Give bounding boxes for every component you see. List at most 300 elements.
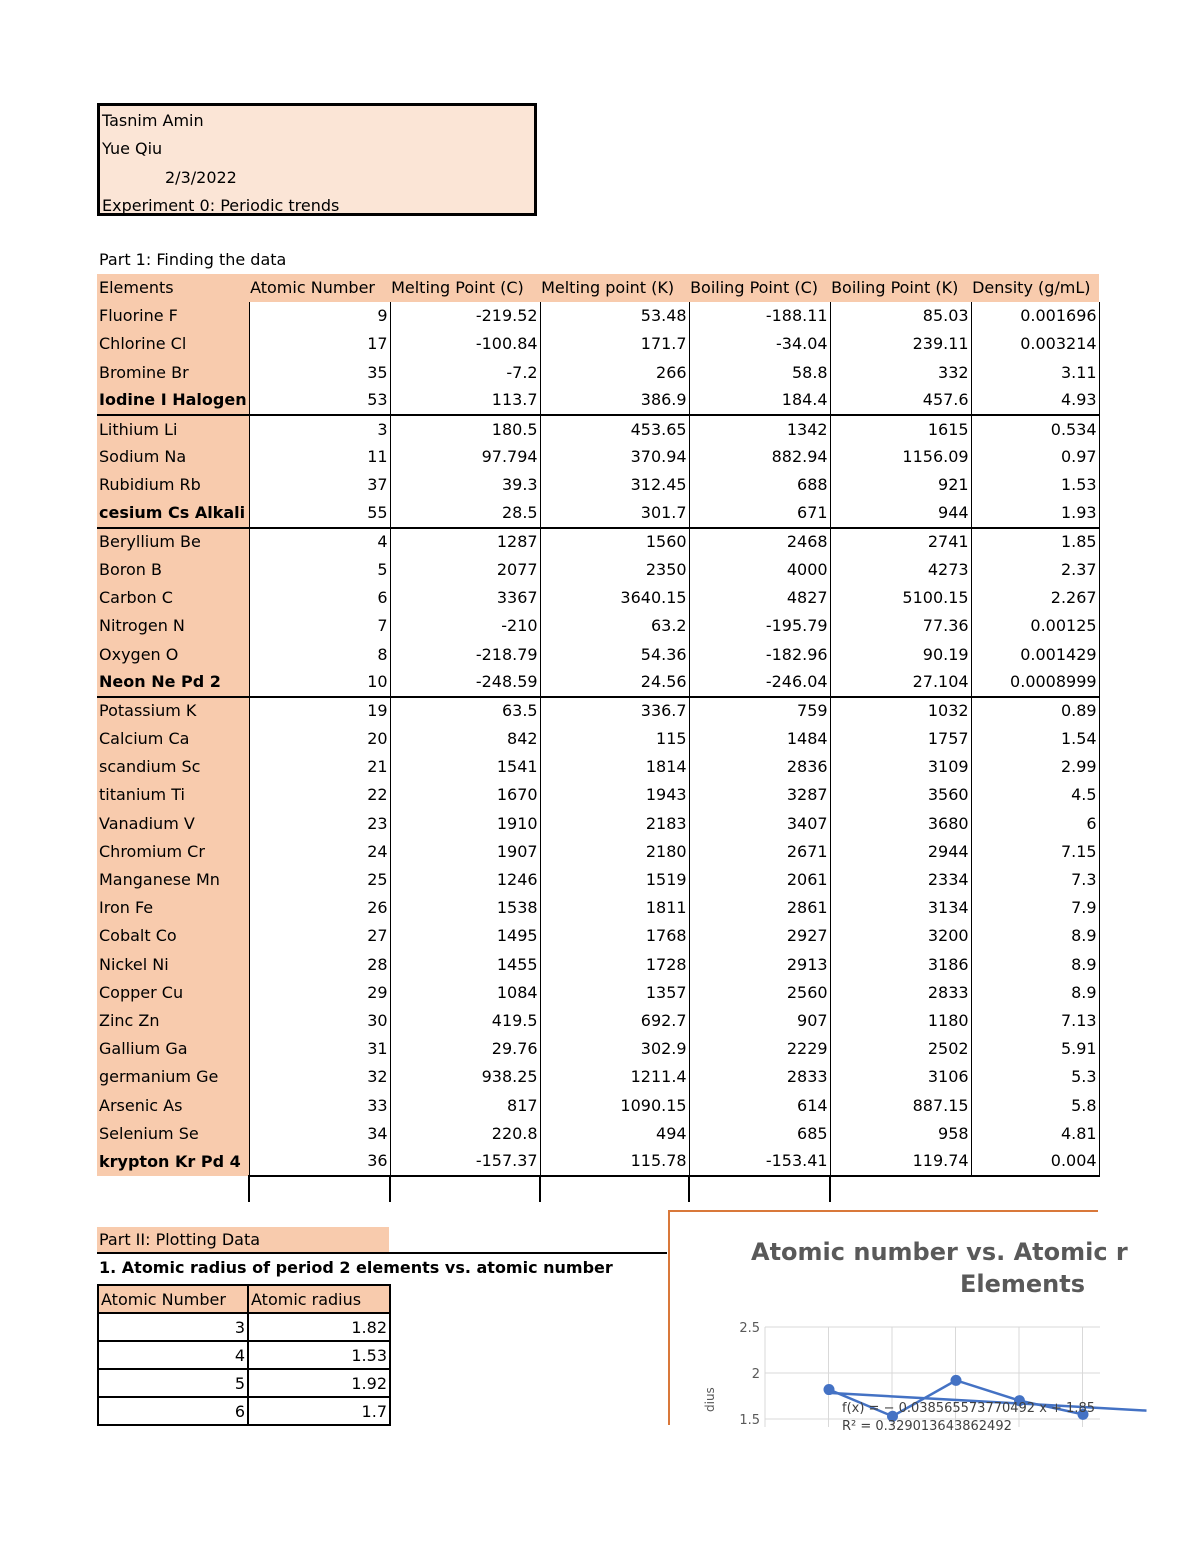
table-row	[97, 387, 1099, 415]
table-row	[97, 866, 1099, 894]
cell-bpk: 1180	[830, 1007, 971, 1035]
cell-bpc: 58.8	[689, 359, 830, 387]
element-name: Boron B	[97, 556, 249, 584]
cell-mpk: 1814	[540, 753, 689, 781]
radius-row	[98, 1341, 390, 1369]
cell-bpk: 921	[830, 471, 971, 499]
radius-cell-z: 3	[98, 1313, 248, 1341]
chart-area	[668, 1210, 1128, 1434]
cell-mpk: 1560	[540, 528, 689, 556]
element-name: Chromium Cr	[97, 838, 249, 866]
cell-mpc: 180.5	[390, 415, 540, 443]
table-row	[97, 838, 1099, 866]
table-row	[97, 1063, 1099, 1091]
spacer-row	[97, 1176, 1099, 1202]
cell-z: 29	[249, 979, 390, 1007]
cell-mpc: 1495	[390, 922, 540, 950]
cell-bpk: 1757	[830, 725, 971, 753]
cell-d: 0.00125	[971, 612, 1099, 640]
cell-mpk: 302.9	[540, 1035, 689, 1063]
cell-d: 5.8	[971, 1091, 1099, 1119]
cell-mpc: 63.5	[390, 697, 540, 725]
cell-mpc: -100.84	[390, 330, 540, 358]
column-header: Melting point (K)	[540, 274, 689, 302]
cell-mpc: 113.7	[390, 387, 540, 415]
cell-bpk: 27.104	[830, 669, 971, 697]
table-row	[97, 528, 1099, 556]
empty-cell	[830, 1176, 971, 1202]
cell-mpk: 2180	[540, 838, 689, 866]
cell-mpk: 494	[540, 1120, 689, 1148]
cell-mpc: 29.76	[390, 1035, 540, 1063]
cell-bpc: 2671	[689, 838, 830, 866]
radius-cell-r: 1.82	[248, 1313, 390, 1341]
cell-mpk: 2350	[540, 556, 689, 584]
cell-bpk: 85.03	[830, 302, 971, 330]
cell-mpk: 312.45	[540, 471, 689, 499]
table-row	[97, 1091, 1099, 1119]
cell-bpc: 1342	[689, 415, 830, 443]
cell-bpc: 2927	[689, 922, 830, 950]
cell-bpc: 759	[689, 697, 830, 725]
author-name-1: Tasnim Amin	[102, 111, 204, 130]
element-name: Vanadium V	[97, 810, 249, 838]
radius-table	[97, 1284, 391, 1426]
table-row	[97, 753, 1099, 781]
empty-cell	[249, 1176, 390, 1202]
cell-mpk: 301.7	[540, 500, 689, 528]
cell-bpk: 3200	[830, 922, 971, 950]
cell-d: 7.13	[971, 1007, 1099, 1035]
column-header: Boiling Point (C)	[689, 274, 830, 302]
element-name: Fluorine F	[97, 302, 249, 330]
element-name: Bromine Br	[97, 359, 249, 387]
cell-z: 19	[249, 697, 390, 725]
element-name: germanium Ge	[97, 1063, 249, 1091]
element-name: Beryllium Be	[97, 528, 249, 556]
cell-bpk: 4273	[830, 556, 971, 584]
cell-z: 28	[249, 951, 390, 979]
cell-d: 2.99	[971, 753, 1099, 781]
y-tick-label: 2.5	[739, 1321, 760, 1336]
element-name: Cobalt Co	[97, 922, 249, 950]
table-row	[97, 584, 1099, 612]
cell-bpc: -195.79	[689, 612, 830, 640]
cell-d: 1.85	[971, 528, 1099, 556]
cell-bpk: 2502	[830, 1035, 971, 1063]
cell-z: 20	[249, 725, 390, 753]
radius-row	[98, 1369, 390, 1397]
cell-mpc: 39.3	[390, 471, 540, 499]
cell-bpk: 3560	[830, 781, 971, 809]
element-name: Chlorine Cl	[97, 330, 249, 358]
radius-column-header: Atomic Number	[98, 1285, 248, 1313]
element-name: Sodium Na	[97, 443, 249, 471]
cell-mpk: 1357	[540, 979, 689, 1007]
cell-mpc: 3367	[390, 584, 540, 612]
table-row	[97, 415, 1099, 443]
cell-mpc: -218.79	[390, 640, 540, 668]
cell-mpk: 63.2	[540, 612, 689, 640]
cell-bpk: 2944	[830, 838, 971, 866]
cell-mpc: 419.5	[390, 1007, 540, 1035]
header-box	[97, 103, 537, 216]
date: 2/3/2022	[165, 168, 237, 187]
cell-mpc: -219.52	[390, 302, 540, 330]
cell-bpk: 958	[830, 1120, 971, 1148]
r-squared: R² = 0.329013643862492	[842, 1419, 1012, 1434]
cell-mpk: 171.7	[540, 330, 689, 358]
radius-column-header: Atomic radius	[248, 1285, 390, 1313]
table-row	[97, 1148, 1099, 1176]
cell-bpc: 614	[689, 1091, 830, 1119]
y-tick-label: 1.5	[739, 1413, 760, 1428]
cell-mpk: 1811	[540, 894, 689, 922]
element-name: Nitrogen N	[97, 612, 249, 640]
cell-d: 4.93	[971, 387, 1099, 415]
cell-bpk: 887.15	[830, 1091, 971, 1119]
cell-d: 6	[971, 810, 1099, 838]
table-row	[97, 612, 1099, 640]
radius-cell-z: 6	[98, 1397, 248, 1425]
table-row	[97, 922, 1099, 950]
table-row	[97, 781, 1099, 809]
cell-bpk: 119.74	[830, 1148, 971, 1176]
trend-equation: f(x) = − 0.0385655737704​92 x + 1.85	[842, 1401, 1095, 1416]
cell-z: 11	[249, 443, 390, 471]
column-header: Atomic Number	[249, 274, 390, 302]
table-row	[97, 359, 1099, 387]
experiment-title: Experiment 0: Periodic trends	[102, 196, 340, 215]
cell-bpc: -188.11	[689, 302, 830, 330]
table-row	[97, 1120, 1099, 1148]
table-row	[97, 471, 1099, 499]
radius-chart	[670, 1212, 1128, 1434]
cell-mpc: -248.59	[390, 669, 540, 697]
cell-d: 5.3	[971, 1063, 1099, 1091]
cell-z: 37	[249, 471, 390, 499]
cell-mpk: 1943	[540, 781, 689, 809]
element-name: Nickel Ni	[97, 951, 249, 979]
cell-mpc: 1246	[390, 866, 540, 894]
cell-d: 0.89	[971, 697, 1099, 725]
cell-mpc: 1541	[390, 753, 540, 781]
radius-header-row	[98, 1285, 390, 1313]
question-1-label: 1. Atomic radius of period 2 elements vs. atomic number	[99, 1258, 613, 1277]
cell-bpc: 688	[689, 471, 830, 499]
cell-z: 32	[249, 1063, 390, 1091]
element-name: scandium Sc	[97, 753, 249, 781]
element-name: Neon Ne Pd 2	[97, 669, 249, 697]
cell-bpc: -246.04	[689, 669, 830, 697]
cell-z: 34	[249, 1120, 390, 1148]
element-name: Gallium Ga	[97, 1035, 249, 1063]
cell-mpc: 1084	[390, 979, 540, 1007]
cell-mpc: 2077	[390, 556, 540, 584]
cell-z: 30	[249, 1007, 390, 1035]
cell-mpk: 1728	[540, 951, 689, 979]
radius-cell-r: 1.92	[248, 1369, 390, 1397]
element-name: titanium Ti	[97, 781, 249, 809]
chart-title-line2: Elements	[960, 1270, 1086, 1298]
cell-z: 8	[249, 640, 390, 668]
cell-z: 36	[249, 1148, 390, 1176]
cell-bpk: 3106	[830, 1063, 971, 1091]
cell-d: 7.3	[971, 866, 1099, 894]
cell-d: 8.9	[971, 922, 1099, 950]
cell-d: 0.0008999	[971, 669, 1099, 697]
cell-d: 0.004	[971, 1148, 1099, 1176]
cell-d: 8.9	[971, 979, 1099, 1007]
cell-d: 0.534	[971, 415, 1099, 443]
table-row	[97, 500, 1099, 528]
radius-row	[98, 1313, 390, 1341]
cell-bpk: 457.6	[830, 387, 971, 415]
cell-bpc: 3407	[689, 810, 830, 838]
cell-mpk: 453.65	[540, 415, 689, 443]
cell-mpk: 1768	[540, 922, 689, 950]
cell-mpk: 1211.4	[540, 1063, 689, 1091]
cell-bpc: -34.04	[689, 330, 830, 358]
cell-bpc: 4000	[689, 556, 830, 584]
part1-title: Part 1: Finding the data	[99, 250, 287, 269]
element-name: Potassium K	[97, 697, 249, 725]
table-row	[97, 951, 1099, 979]
table-row	[97, 1035, 1099, 1063]
cell-bpc: 4827	[689, 584, 830, 612]
cell-bpk: 3680	[830, 810, 971, 838]
chart-ylabel: dius	[703, 1387, 717, 1412]
cell-z: 22	[249, 781, 390, 809]
cell-z: 55	[249, 500, 390, 528]
empty-cell	[971, 1176, 1099, 1202]
cell-bpc: 2061	[689, 866, 830, 894]
cell-z: 24	[249, 838, 390, 866]
cell-mpk: 1090.15	[540, 1091, 689, 1119]
cell-mpk: 3640.15	[540, 584, 689, 612]
cell-bpk: 2741	[830, 528, 971, 556]
divider	[97, 1252, 667, 1254]
empty-cell	[689, 1176, 830, 1202]
element-name: cesium Cs Alkali	[97, 500, 249, 528]
table-row	[97, 556, 1099, 584]
element-name: Calcium Ca	[97, 725, 249, 753]
cell-mpc: 842	[390, 725, 540, 753]
element-name: Iron Fe	[97, 894, 249, 922]
table-row	[97, 1007, 1099, 1035]
cell-d: 7.9	[971, 894, 1099, 922]
cell-mpc: 1287	[390, 528, 540, 556]
author-name-2: Yue Qiu	[102, 139, 163, 158]
cell-mpc: 817	[390, 1091, 540, 1119]
cell-bpk: 2334	[830, 866, 971, 894]
cell-bpc: 2913	[689, 951, 830, 979]
cell-mpc: 1910	[390, 810, 540, 838]
cell-d: 7.15	[971, 838, 1099, 866]
cell-mpk: 54.36	[540, 640, 689, 668]
chart-yticks	[739, 1321, 760, 1428]
cell-mpc: 1907	[390, 838, 540, 866]
cell-z: 10	[249, 669, 390, 697]
cell-z: 53	[249, 387, 390, 415]
cell-z: 31	[249, 1035, 390, 1063]
column-header: Elements	[97, 274, 249, 302]
cell-d: 3.11	[971, 359, 1099, 387]
radius-cell-r: 1.53	[248, 1341, 390, 1369]
cell-z: 21	[249, 753, 390, 781]
table-row	[97, 894, 1099, 922]
cell-mpk: 336.7	[540, 697, 689, 725]
element-name: Selenium Se	[97, 1120, 249, 1148]
element-name: Arsenic As	[97, 1091, 249, 1119]
cell-mpk: 692.7	[540, 1007, 689, 1035]
element-name: Manganese Mn	[97, 866, 249, 894]
cell-z: 4	[249, 528, 390, 556]
cell-bpc: 685	[689, 1120, 830, 1148]
element-name: krypton Kr Pd 4	[97, 1148, 249, 1176]
cell-bpk: 2833	[830, 979, 971, 1007]
cell-mpk: 2183	[540, 810, 689, 838]
cell-z: 3	[249, 415, 390, 443]
cell-z: 17	[249, 330, 390, 358]
cell-z: 7	[249, 612, 390, 640]
chart-title-line1: Atomic number vs. Atomic r	[751, 1238, 1128, 1266]
cell-z: 35	[249, 359, 390, 387]
cell-bpc: 3287	[689, 781, 830, 809]
element-name: Zinc Zn	[97, 1007, 249, 1035]
cell-bpc: 2836	[689, 753, 830, 781]
table-row	[97, 302, 1099, 330]
cell-bpk: 77.36	[830, 612, 971, 640]
cell-bpk: 1615	[830, 415, 971, 443]
table-row	[97, 640, 1099, 668]
cell-bpk: 1156.09	[830, 443, 971, 471]
element-name: Iodine I Halogen	[97, 387, 249, 415]
elements-table	[97, 274, 1100, 1202]
empty-cell	[390, 1176, 540, 1202]
table-row	[97, 697, 1099, 725]
cell-d: 0.001696	[971, 302, 1099, 330]
empty-cell	[540, 1176, 689, 1202]
cell-d: 4.81	[971, 1120, 1099, 1148]
empty-cell	[97, 1176, 249, 1202]
cell-mpc: 1538	[390, 894, 540, 922]
cell-d: 2.37	[971, 556, 1099, 584]
table-row	[97, 330, 1099, 358]
table-row	[97, 669, 1099, 697]
element-name: Rubidium Rb	[97, 471, 249, 499]
radius-row	[98, 1397, 390, 1425]
cell-bpc: 1484	[689, 725, 830, 753]
cell-bpk: 3134	[830, 894, 971, 922]
cell-mpk: 115	[540, 725, 689, 753]
cell-mpc: 1670	[390, 781, 540, 809]
table-row	[97, 979, 1099, 1007]
cell-mpc: -210	[390, 612, 540, 640]
cell-d: 1.54	[971, 725, 1099, 753]
table-row	[97, 810, 1099, 838]
cell-bpk: 332	[830, 359, 971, 387]
cell-mpk: 1519	[540, 866, 689, 894]
element-name: Lithium Li	[97, 415, 249, 443]
cell-z: 6	[249, 584, 390, 612]
radius-cell-z: 5	[98, 1369, 248, 1397]
data-point	[824, 1384, 835, 1395]
cell-mpc: -7.2	[390, 359, 540, 387]
cell-mpk: 53.48	[540, 302, 689, 330]
cell-bpc: -153.41	[689, 1148, 830, 1176]
cell-mpc: 1455	[390, 951, 540, 979]
cell-bpk: 5100.15	[830, 584, 971, 612]
cell-d: 2.267	[971, 584, 1099, 612]
cell-bpk: 3109	[830, 753, 971, 781]
y-tick-label: 2	[751, 1367, 760, 1382]
cell-mpc: 938.25	[390, 1063, 540, 1091]
cell-mpk: 370.94	[540, 443, 689, 471]
table-header-row	[97, 274, 1099, 302]
cell-d: 1.93	[971, 500, 1099, 528]
column-header: Density (g/mL)	[971, 274, 1099, 302]
cell-bpc: 2229	[689, 1035, 830, 1063]
cell-d: 0.97	[971, 443, 1099, 471]
cell-bpc: 2468	[689, 528, 830, 556]
cell-d: 4.5	[971, 781, 1099, 809]
cell-bpc: 184.4	[689, 387, 830, 415]
cell-mpc: -157.37	[390, 1148, 540, 1176]
table-row	[97, 725, 1099, 753]
cell-bpc: 2861	[689, 894, 830, 922]
column-header: Boiling Point (K)	[830, 274, 971, 302]
cell-z: 26	[249, 894, 390, 922]
cell-bpc: 671	[689, 500, 830, 528]
cell-mpk: 115.78	[540, 1148, 689, 1176]
cell-z: 25	[249, 866, 390, 894]
cell-d: 8.9	[971, 951, 1099, 979]
cell-bpk: 3186	[830, 951, 971, 979]
cell-z: 27	[249, 922, 390, 950]
cell-d: 5.91	[971, 1035, 1099, 1063]
cell-z: 9	[249, 302, 390, 330]
radius-cell-z: 4	[98, 1341, 248, 1369]
cell-bpc: 2560	[689, 979, 830, 1007]
cell-bpc: 2833	[689, 1063, 830, 1091]
cell-mpc: 220.8	[390, 1120, 540, 1148]
cell-mpk: 24.56	[540, 669, 689, 697]
cell-d: 0.003214	[971, 330, 1099, 358]
cell-mpk: 266	[540, 359, 689, 387]
cell-mpk: 386.9	[540, 387, 689, 415]
part2-title: Part II: Plotting Data	[97, 1227, 389, 1253]
cell-bpk: 90.19	[830, 640, 971, 668]
cell-d: 0.001429	[971, 640, 1099, 668]
radius-cell-r: 1.7	[248, 1397, 390, 1425]
cell-bpk: 1032	[830, 697, 971, 725]
cell-mpc: 97.794	[390, 443, 540, 471]
table-row	[97, 443, 1099, 471]
cell-bpk: 944	[830, 500, 971, 528]
cell-z: 5	[249, 556, 390, 584]
cell-bpk: 239.11	[830, 330, 971, 358]
cell-mpc: 28.5	[390, 500, 540, 528]
element-name: Copper Cu	[97, 979, 249, 1007]
element-name: Oxygen O	[97, 640, 249, 668]
cell-d: 1.53	[971, 471, 1099, 499]
cell-z: 23	[249, 810, 390, 838]
column-header: Melting Point (C)	[390, 274, 540, 302]
cell-z: 33	[249, 1091, 390, 1119]
cell-bpc: -182.96	[689, 640, 830, 668]
cell-bpc: 907	[689, 1007, 830, 1035]
